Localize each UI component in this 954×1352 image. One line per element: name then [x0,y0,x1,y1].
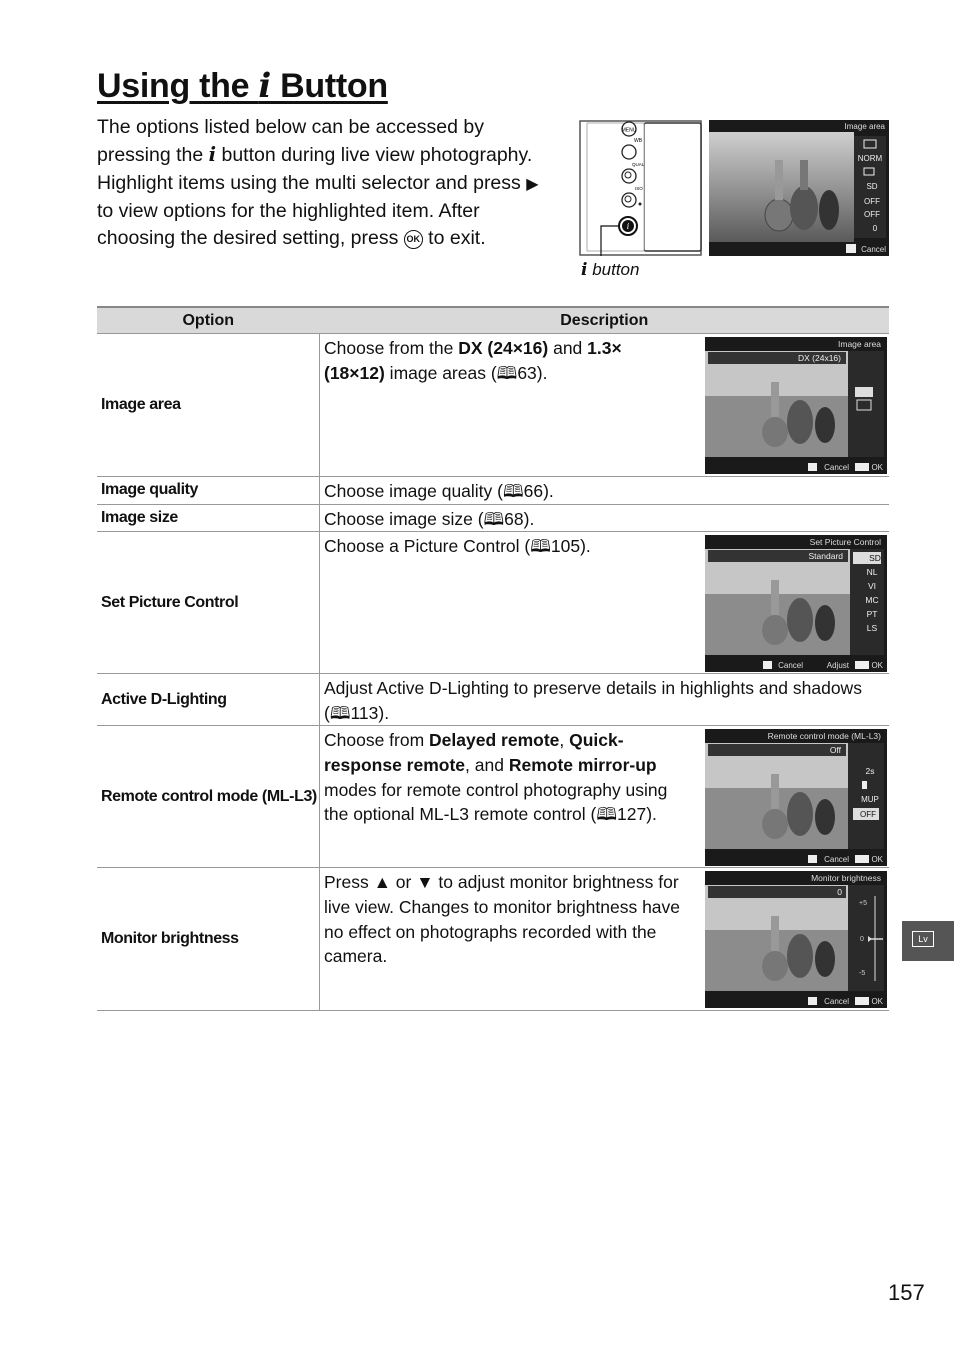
lcd-adjust: Adjust [826,661,849,671]
book-icon: 🕮 [496,362,518,383]
description-cell [320,726,890,868]
camera-btn-wb: WB [634,138,643,144]
lcd-header: Monitor brightness [811,873,881,884]
option-cell: Monitor brightness [97,868,320,1011]
bold-text: DX (24×16) [458,338,549,358]
text: and [548,338,588,358]
lcd-cancel: Cancel [778,661,803,671]
lcd-ok: OK [871,997,883,1007]
text: to adjust monitor brightness for live view. Changes to monitor brightness have no effect on photographs recorded with the camera. [324,872,681,967]
lcd-item: PT [866,609,878,620]
description-cell [320,504,890,532]
option-cell: Set Picture Control [97,532,320,674]
book-icon: 🕮 [530,536,551,557]
description-cell [320,674,890,726]
lcd-header: Image area [838,339,881,349]
text: Choose from [324,730,430,751]
camera-btn-i: i [626,222,630,231]
option-cell: Image area [97,334,320,477]
lcd-selected: DX (24x16) [798,353,841,363]
text: ). [543,481,554,501]
title-text: Using the [97,67,259,105]
description-cell [320,477,890,505]
lcd-monitor-brightness [705,871,887,1008]
option-cell: Active D-Lighting [97,674,320,726]
intro-text: button during live view photography. Highlight items using the multi selector and press [97,144,533,194]
description-cell [320,868,890,1011]
description-cell [320,532,890,674]
page-title [97,66,388,106]
description-text [324,728,686,826]
book-icon: 🕮 [483,508,505,529]
lcd-item: OFF [860,810,876,820]
text: Choose image quality ( [324,481,503,501]
table-header-row [97,307,889,334]
bold-text: Delayed remote [429,730,560,751]
text: Choose a Picture Control ( [324,536,531,557]
lcd-image-area [705,337,887,474]
lcd-item: 2s [865,766,875,777]
lcd-scale: -5 [859,970,866,978]
camera-back-illustration [579,120,702,256]
i-button-glyph: i [258,66,271,106]
book-icon: 🕮 [329,702,351,723]
page-number: 157 [888,1280,925,1305]
lcd-selected: 0 [837,887,842,898]
lcd-cancel: Cancel [824,855,849,865]
lcd-header: Image area [844,122,885,131]
page-ref: 113 [350,702,379,723]
lcd-scale: 0 [860,936,864,944]
text: , [559,730,570,751]
i-button-glyph: i [581,260,588,280]
bold-text: 1.3× (18×12) [324,338,622,383]
description-text [324,534,686,559]
lcd-item: SD [866,182,878,191]
bold-text: Quick-response remote [324,730,624,775]
lcd-item: VI [867,581,877,592]
lcd-item: MC [865,595,879,606]
text: , and [465,754,509,775]
option-cell: Remote control mode (ML-L3) [97,726,320,868]
i-button-caption [581,260,639,280]
intro-text: to exit. [422,227,486,250]
lcd-remote-mode [705,729,887,866]
lcd-footer: Cancel [861,245,886,254]
lcd-cancel: Cancel [824,463,849,472]
lcd-cancel: Cancel [824,997,849,1007]
lcd-ok: OK [871,661,883,671]
lcd-item: SD [869,553,881,564]
description-text [324,336,686,385]
intro-text: to view options for the highlighted item. After choosing the desired setting, press [97,199,480,250]
ok-button-icon: OK [404,230,423,249]
bold-text: Remote mirror-up [508,754,657,775]
table-row [97,477,889,505]
description-text [324,676,884,725]
lcd-header: Set Picture Control [809,537,881,548]
table-row [97,504,889,532]
zoom-in-button-icon [622,169,636,183]
lcd-item: LS [866,623,878,634]
table-row [97,868,889,1011]
table-row [97,674,889,726]
text: image areas ( [384,362,497,383]
text: Press [324,872,374,893]
title-text-end: Button [270,67,388,105]
text: Choose image size ( [324,508,484,529]
lcd-item: NL [866,567,878,578]
text: ). [523,508,535,529]
lcd-item: OFF [864,210,880,219]
camera-btn-qual: QUAL [632,162,645,167]
book-icon: 🕮 [596,804,618,825]
live-view-icon: Lv [912,931,934,947]
chapter-tab [902,921,954,961]
camera-btn-label: MENU [621,127,637,134]
lcd-ok: OK [871,855,883,865]
table-row [97,334,889,477]
lcd-item: MUP [861,795,879,805]
right-arrow-icon: ▶ [526,175,539,193]
text: Choose from the [324,338,459,358]
down-arrow-icon: ▼ [416,872,434,893]
camera-btn-iso: ISO [635,186,643,191]
help-button-icon [622,145,636,159]
lcd-scale: +5 [859,900,867,908]
table-row [97,532,889,674]
caption-text: button [587,260,640,279]
description-text [324,870,686,968]
page-ref: 66 [523,481,544,501]
lcd-image-area-menu [709,120,889,256]
text: ). [646,804,657,825]
lcd-selected: Standard [808,551,843,562]
lcd-ok: OK [871,463,883,472]
lcd-item: 0 [872,224,878,233]
i-button-icon [619,217,637,235]
text: ). [378,702,390,723]
up-arrow-icon: ▲ [373,872,391,893]
lcd-item: OFF [864,197,880,206]
page-ref: 63 [517,362,537,383]
book-icon: 🕮 [502,481,524,501]
table-row [97,726,889,868]
i-button-glyph: i [208,143,217,167]
text: ). [580,536,591,557]
lcd-picture-control [705,535,887,672]
intro-text: The options listed below can be accessed by pressing the [97,116,484,167]
text: ). [536,362,548,383]
text: Adjust Active D-Lighting to preserve details in highlights and shadows ( [324,678,862,723]
page-ref: 105 [550,536,581,557]
description-cell [320,334,890,477]
page-ref: 68 [504,508,524,529]
zoom-out-button-icon [622,193,636,207]
text: modes for remote control photography using the optional ML-L3 remote control ( [324,779,668,825]
intro-paragraph [97,114,547,252]
lcd-item: NORM [857,154,883,163]
option-cell: Image quality [97,477,320,505]
col-description: Description [320,307,890,334]
lcd-header: Remote control mode (ML-L3) [767,731,881,742]
text: or [390,872,417,893]
page-ref: 127 [617,804,647,825]
menu-button-icon [622,122,637,136]
lcd-selected: Off [829,745,841,756]
col-option: Option [97,307,320,334]
options-table [97,306,889,1011]
option-cell: Image size [97,504,320,532]
